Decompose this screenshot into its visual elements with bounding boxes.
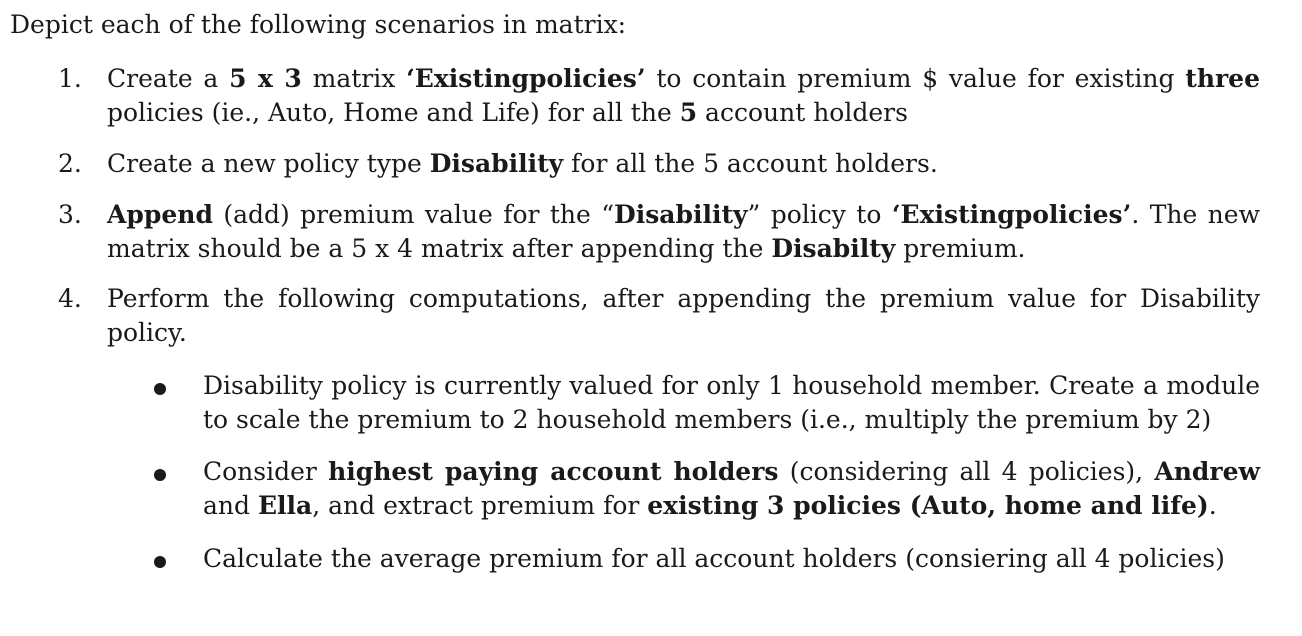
item-number: 4. [58,284,82,313]
list-item-1 [58,62,1260,130]
bullet-text: Disability policy is currently valued for only 1 household member. Create a module to scale the premium to 2 household members (i.e., multiply the premium by 2) [203,371,1260,434]
bullet-text: Consider highest paying account holders (considering all 4 policies), Andrew and Ella, and extract premium for existing 3 policies (Auto, home and life). [203,457,1260,520]
list-item-4 [58,282,1260,350]
bullet-item-2 [150,455,1260,523]
bullet-item-1 [150,369,1260,437]
intro-heading: Depict each of the following scenarios in matrix: [10,10,627,39]
bullet-dot-icon [154,469,166,481]
item-text: Create a 5 x 3 matrix ‘Existingpolicies’ to contain premium $ value for existing three policies (ie., Auto, Home and Life) for all the 5 account holders [107,64,1260,127]
bullet-item-3 [150,542,1260,576]
item-number: 3. [58,200,82,229]
item-text: Append (add) premium value for the “Disability” policy to ‘Existingpolicies’. The new matrix should be a 5 x 4 matrix after appending the Disabilty premium. [107,200,1260,263]
list-item-2 [58,147,1260,181]
bullet-dot-icon [154,556,166,568]
list-item-3 [58,198,1260,266]
item-text: Create a new policy type Disability for all the 5 account holders. [107,149,938,178]
item-number: 1. [58,64,82,93]
bullet-dot-icon [154,383,166,395]
item-number: 2. [58,149,82,178]
bullet-text: Calculate the average premium for all account holders (consiering all 4 policies) [203,544,1225,573]
item-text: Perform the following computations, after appending the premium value for Disability policy. [107,284,1260,347]
